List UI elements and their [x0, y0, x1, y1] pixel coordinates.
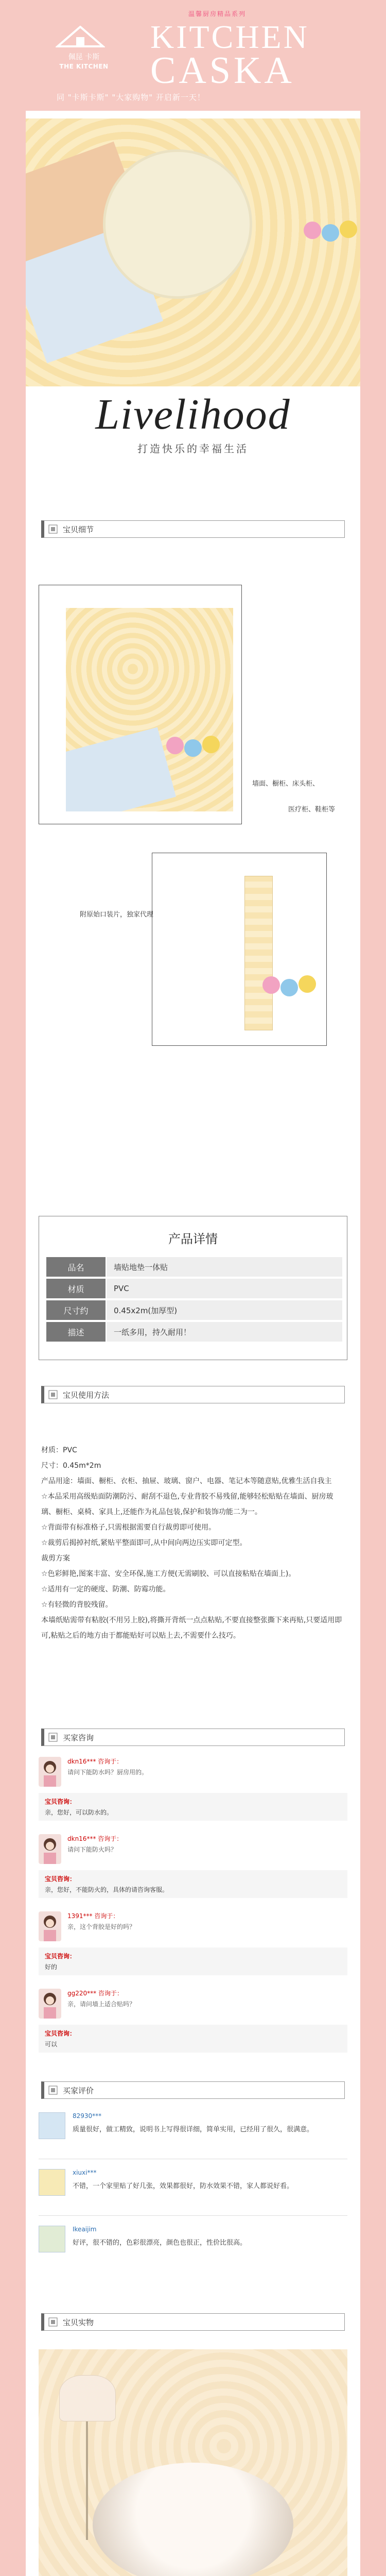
qa-entry	[39, 1989, 347, 2053]
house-logo-icon	[56, 26, 105, 49]
usage-line: 裁剪方案	[41, 1554, 70, 1563]
avatar	[39, 2112, 65, 2139]
clip-yellow-icon	[340, 221, 357, 238]
section-reviews-title: 买家评价	[63, 2086, 94, 2095]
section-bullet-icon	[48, 2086, 58, 2095]
brand-en: THE KITCHEN	[59, 63, 109, 70]
avatar	[39, 1834, 61, 1864]
banner-script: Livelihood	[95, 391, 291, 438]
review-username: 82930***	[73, 2112, 102, 2120]
usage-line: ☆本品采用高级贴面防潮防污、耐刮不退色,专业背胶不易残留,能够轻松贴贴在墙面、厨房玻璃、橱柜、桌椅、家具上,还能作为礼品包装,保护和装饰功能二为一。	[41, 1493, 334, 1516]
usage-line: 产品用途：墙面、橱柜、衣柜、抽屉、玻璃、窗户、电器、笔记本等随意贴,优雅生活自我主	[41, 1477, 332, 1485]
product-detail-row	[46, 1322, 342, 1342]
clip-blue-icon	[184, 739, 202, 757]
product-detail-value: 0.45x2m(加厚型)	[107, 1300, 342, 1320]
tagline-top: 温馨厨房精品系列	[188, 10, 246, 18]
clip-pink-icon	[262, 976, 280, 994]
qa-answer-label: 宝贝咨询：	[45, 1875, 76, 1883]
clip-blue-icon	[280, 979, 298, 996]
avatar	[39, 2226, 65, 2252]
avatar	[39, 1757, 61, 1787]
header-slogan: 同 "卡斯卡斯" "大家购物" 开启新一天！	[57, 93, 205, 102]
avatar	[39, 1911, 61, 1941]
product-detail-key: 尺寸约	[46, 1300, 106, 1320]
section-qa-title: 买家咨询	[63, 1733, 94, 1742]
avatar	[39, 2169, 65, 2196]
hero-zoom-circle	[103, 149, 252, 299]
usage-line: 材质：PVC	[41, 1446, 77, 1454]
detail-cloth-blue	[66, 727, 176, 811]
section-detail-title: 宝贝细节	[63, 524, 94, 534]
product-detail-row	[46, 1257, 342, 1277]
review-text: 不错，一个家里贴了好几张，效果都很好，防水效果不错，家人都说好看。	[73, 2182, 294, 2190]
hero-image	[26, 118, 360, 386]
qa-answer-label: 宝贝咨询：	[45, 2030, 76, 2037]
title-caska: CASKA	[150, 49, 295, 92]
qa-answer: 亲，您好，可以防水的。	[45, 1809, 113, 1816]
usage-line: ☆适用有一定的硬度、防潮、防霉功能。	[41, 1585, 170, 1594]
section-photo-title: 宝贝实物	[63, 2317, 94, 2327]
section-usage-header	[41, 1386, 345, 1403]
section-qa-header	[41, 1728, 345, 1746]
banner-subtitle: 打造快乐的幸福生活	[137, 443, 249, 455]
usage-line: ☆色彩鲜艳,图案丰富、安全环保,施工方便(无需刷胶、可以直接粘贴在墙面上)。	[41, 1570, 296, 1578]
product-detail-key: 描述	[46, 1322, 106, 1342]
qa-answer: 亲，您好，不能防火的，具体的请咨询客服。	[45, 1886, 169, 1893]
product-detail-value: PVC	[107, 1279, 342, 1298]
qa-username: 1391*** 咨询于：	[67, 1912, 119, 1920]
detail-note-packaging: 附原始口装片，独家代理	[80, 911, 154, 919]
product-detail-key: 品名	[46, 1257, 106, 1277]
review-username: Ikeaijim	[73, 2226, 97, 2233]
clip-pink-icon	[166, 737, 184, 754]
qa-answer: 好的	[45, 1963, 58, 1971]
qa-entry	[39, 1757, 347, 1821]
section-photo-header	[41, 2313, 345, 2331]
qa-question: 请问下能防火吗？	[67, 1846, 117, 1853]
product-detail-row	[46, 1300, 342, 1320]
review-entry	[39, 2226, 347, 2252]
qa-question: 亲，这个背胶是好的吗？	[67, 1923, 136, 1930]
detail-note-usage: 墙面、橱柜、床头柜、	[252, 780, 320, 788]
lamp-shade	[59, 2375, 116, 2421]
qa-answer-box	[39, 1870, 347, 1898]
usage-line: 本墙纸贴需带有粘胶(不用另上胶),将撕开背纸一点点粘贴,不要直接整张撕下来再贴,只要适用即可,粘贴之后的地方由于都能贴好可以贴上去,不需要什么技巧。	[41, 1616, 342, 1640]
usage-line: ☆裁剪后揭掉衬纸,紧贴平整面即可,从中间向两边压实即可定型。	[41, 1539, 247, 1547]
usage-line: 尺寸：0.45m*2m	[41, 1462, 101, 1470]
qa-answer-box	[39, 2025, 347, 2053]
usage-line: ☆背面带有标准格子,只需根据需要自行裁剪即可使用。	[41, 1523, 216, 1532]
section-reviews-header	[41, 2081, 345, 2099]
section-detail-header	[41, 520, 345, 538]
clip-blue-icon	[322, 224, 339, 242]
qa-username: dkn16*** 咨询于：	[67, 1758, 123, 1765]
qa-username: dkn16*** 咨询于：	[67, 1835, 123, 1842]
product-detail-value: 墙贴地垫一体贴	[107, 1257, 342, 1277]
section-usage-title: 宝贝使用方法	[63, 1390, 110, 1400]
review-entry	[39, 2112, 347, 2139]
divider	[39, 2215, 347, 2216]
clip-pink-icon	[304, 222, 321, 239]
qa-question: 亲，请问墙上适合贴吗？	[67, 2001, 136, 2008]
qa-answer: 可以	[45, 2041, 58, 2048]
qa-username: gg220*** 咨询于：	[67, 1990, 123, 1997]
header	[0, 0, 386, 113]
product-detail-title: 产品详情	[168, 1232, 218, 1246]
usage-text	[41, 1443, 345, 1643]
product-detail-key: 材质	[46, 1279, 106, 1298]
detail-note-usage-2: 医疗柜、鞋柜等	[288, 806, 336, 814]
qa-answer-box	[39, 1947, 347, 1975]
qa-entry	[39, 1911, 347, 1975]
detail-photo-frame-2	[152, 853, 327, 1046]
usage-line: ☆有轻微的背胶残留。	[41, 1601, 113, 1609]
review-text: 好评，很不错的，色彩很漂亮，颜色也很正，性价比很高。	[73, 2239, 247, 2247]
product-detail-value: 一纸多用，持久耐用！	[107, 1322, 342, 1342]
section-bullet-icon	[48, 524, 58, 534]
detail-photo-1	[66, 608, 233, 811]
clip-yellow-icon	[202, 736, 220, 753]
qa-answer-label: 宝贝咨询：	[45, 1953, 76, 1960]
product-detail-row	[46, 1279, 342, 1298]
section-bullet-icon	[48, 2317, 58, 2327]
review-text: 质量很好，做工精致，说明书上写得很详细，简单实用，已经用了很久，很满意。	[73, 2126, 314, 2133]
qa-question: 请问下能防水吗？厨房用的。	[67, 1769, 148, 1776]
section-bullet-icon	[48, 1733, 58, 1742]
review-entry	[39, 2169, 347, 2196]
lamp-pole	[86, 2421, 88, 2540]
qa-answer-label: 宝贝咨询：	[45, 1798, 76, 1805]
qa-answer-box	[39, 1793, 347, 1821]
qa-entry	[39, 1834, 347, 1898]
title-kitchen: KITCHEN	[150, 19, 309, 55]
detail-roll-image	[244, 876, 273, 1030]
avatar	[39, 1989, 61, 2019]
clip-yellow-icon	[299, 975, 316, 993]
brand-cn: 佩昆 卡斯	[68, 53, 100, 61]
review-username: xiuxi***	[73, 2169, 97, 2176]
section-bullet-icon	[48, 1390, 58, 1399]
